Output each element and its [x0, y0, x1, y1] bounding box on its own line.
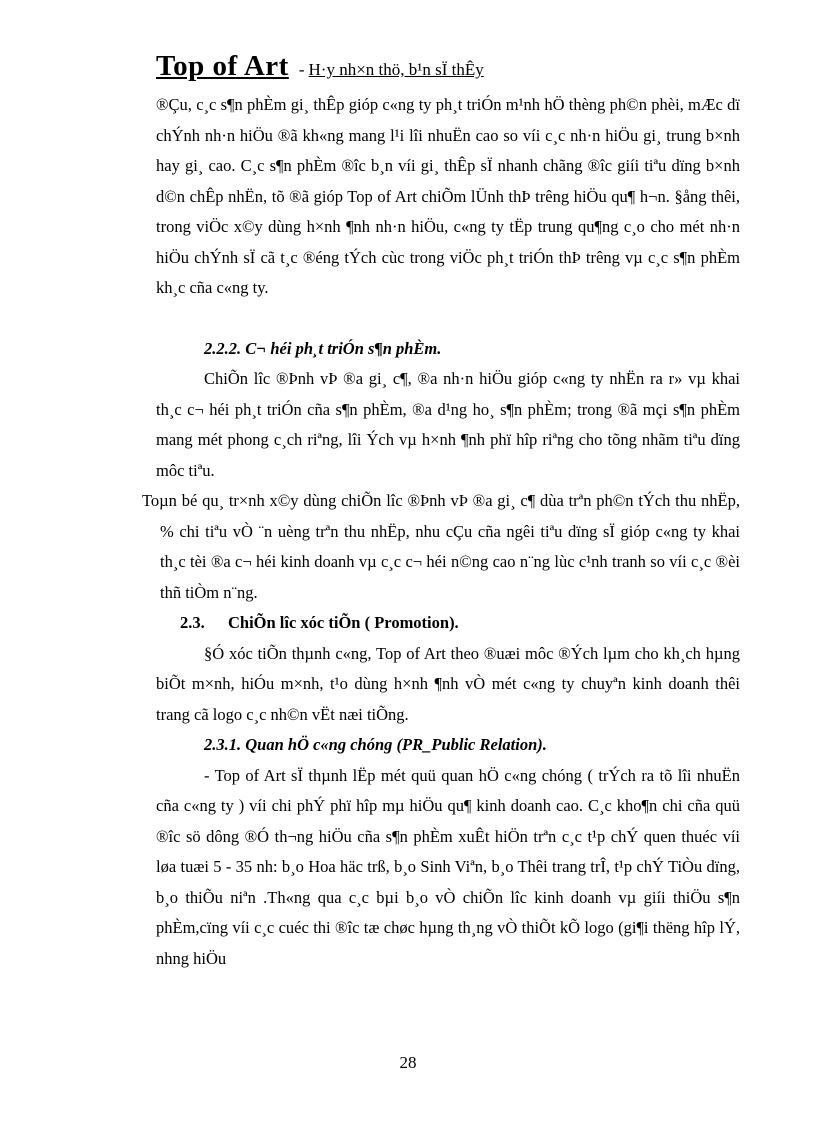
spacer	[156, 304, 740, 334]
page-number: 28	[399, 1053, 417, 1072]
paragraph-income-analysis: Toµn bé qu¸ tr×nh x©y dùng chiÕn lîc ®Þnh vÞ ®a gi¸ c¶ dùa trªn ph©n tÝch thu nhËp, % chi tiªu vÒ ¨n uèng trªn thu nhËp, nhu cÇu cña ngêi tiªu dïng sÏ gióp c«ng ty khai th¸c tèi ®a c¬ héi kinh doanh vµ c¸c c¬ héi n©ng cao n¨ng lùc c¹nh tranh so víi c¸c ®èi thñ tiÒm n¨ng.	[142, 491, 740, 602]
section-title: ChiÕn lîc xóc tiÕn ( Promotion).	[228, 613, 459, 632]
header-brand: Top of Art	[156, 50, 289, 82]
sub-heading-2-2-2: 2.2.2. C¬ héi ph¸t triÓn s¶n phÈm.	[204, 338, 442, 358]
section-number: 2.3.	[180, 613, 205, 632]
header-subtitle: H·y nh×n thö, b¹n sÏ thÊy	[308, 60, 484, 79]
paragraph-continuation: ®Çu, c¸c s¶n phÈm gi¸ thÊp gióp c«ng ty ph¸t triÓn m¹nh hÖ thèng ph©n phèi, mÆc dï chÝnh nh·n hiÖu ®ã kh«ng mang l¹i lîi nhuËn cao so víi c¸c nh·n hiÖu gi¸ trung b×nh hay gi¸ cao. C¸c s¶n phÈm ®îc b¸n víi gi¸ thÊp sÏ nhanh chãng ®îc giíi tiªu dïng b×nh d©n chÊp nhËn, tõ ®ã gióp Top of Art chiÕm lÜnh thÞ trêng hiÖu qu¶ h¬n. §ång thêi, trong viÖc x©y dùng h×nh ¶nh nh·n hiÖu, c«ng ty tËp trung qu¶ng c¸o cho mét nh·n hiÖu chÝnh sÏ cã t¸c ®éng tÝch cùc trong viÖc ph¸t triÓn thÞ trêng vµ c¸c s¶n phÈm kh¸c cña c«ng ty.	[156, 95, 740, 297]
sub-heading-2-3-1: 2.3.1. Quan hÖ c«ng chóng (PR_Public Relation).	[204, 735, 547, 754]
paragraph-promotion-intro: §Ó xóc tiÕn thµnh c«ng, Top of Art theo ®uæi môc ®Ých lµm cho kh¸ch hµng biÕt m×nh, hiÓu m×nh, t¹o dùng h×nh ¶nh vÒ mét c«ng ty chuyªn kinh doanh thêi trang cã logo c¸c nh©n vËt næi tiÕng.	[156, 643, 740, 724]
paragraph-public-relations: - Top of Art sÏ thµnh lËp mét quü quan hÖ c«ng chóng ( trÝch ra tõ lîi nhuËn cña c«ng ty ) víi chi phÝ phï hîp mµ hiÖu qu¶ kinh doanh cao. C¸c kho¶n chi cña quü ®îc sö dông ®Ó th¬ng hiÖu cña s¶n phÈm xuÊt hiÖn trªn c¸c t¹p chÝ quen thuéc víi løa tuæi 5 - 35 nh: b¸o Hoa häc trß, b¸o Sinh Viªn, b¸o Thêi trang trÎ, t¹p chÝ TiÒu dïng, b¸o thiÕu niªn .Th«ng qua c¸c bµi b¸o vÒ chiÕn lîc kinh doanh vµ giíi thiÖu s¶n phÈm,cïng víi c¸c cuéc thi ®îc tæ chøc hµng th¸ng vÒ thiÕt kÕ logo (gi¶i thëng hîp lÝ, nhng hiÖu	[156, 765, 740, 968]
paragraph-block-income-analysis	[142, 486, 740, 608]
header-separator: -	[298, 60, 305, 79]
document-body	[142, 90, 740, 974]
paragraph-positioning-strategy: ChiÕn lîc ®Þnh vÞ ®a gi¸ c¶, ®a nh·n hiÖu gióp c«ng ty nhËn ra r» vµ khai th¸c c¬ héi ph¸t triÓn cña s¶n phÈm, ®a d¹ng ho¸ s¶n phÈm; trong ®ã mçi s¶n phÈm mang mét phong c¸ch riªng, lîi Ých vµ h×nh ¶nh phï hîp riªng cho tõng nhãm tiªu dïng môc tiªu.	[156, 369, 740, 480]
page-header	[156, 50, 656, 83]
section-heading-2-3	[156, 608, 740, 639]
